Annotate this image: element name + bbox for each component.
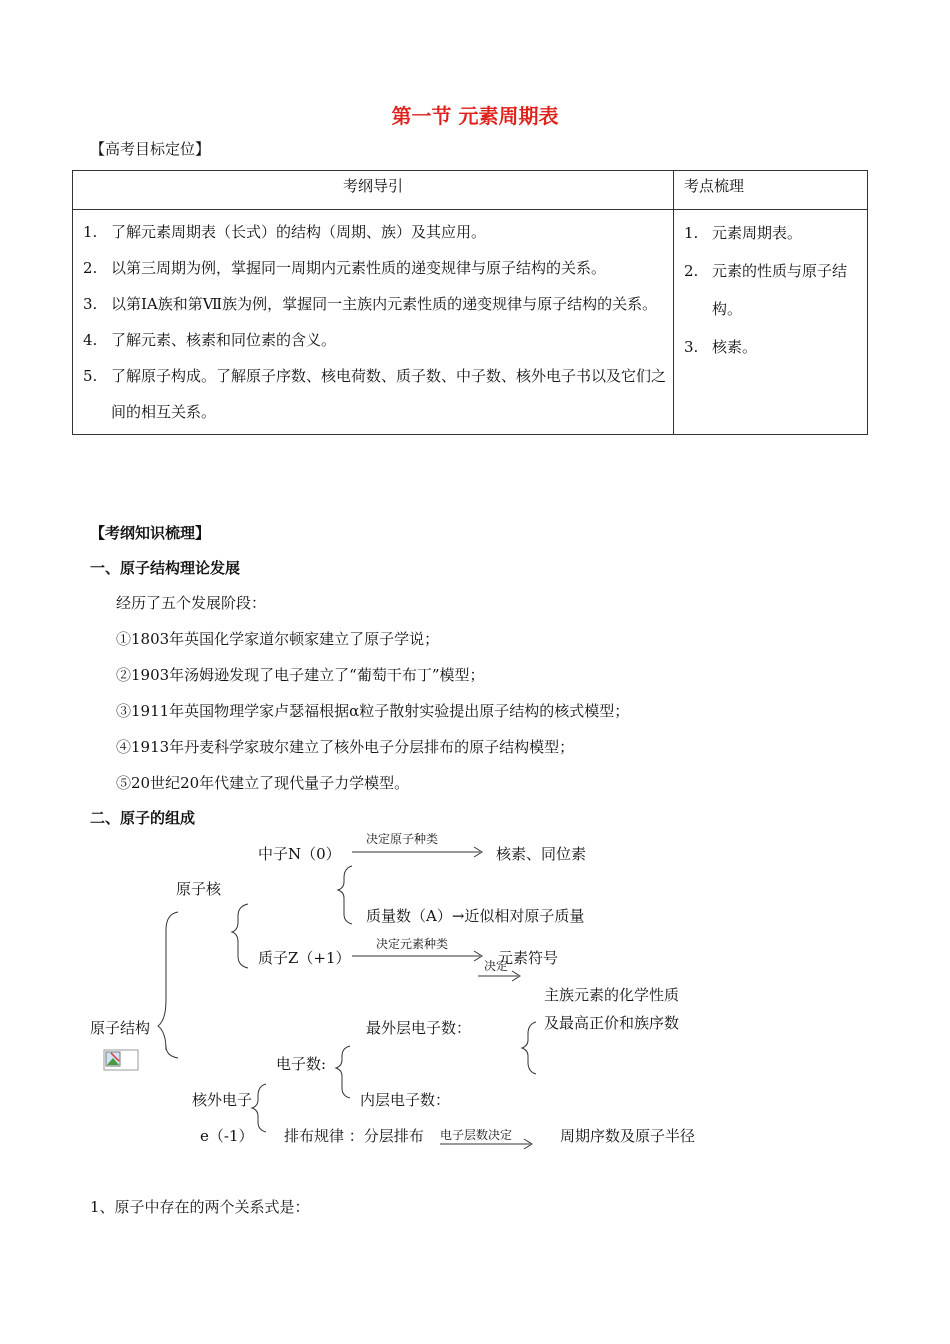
intro-text: 经历了五个发展阶段： bbox=[116, 594, 267, 612]
stage-item: ①1803年英国化学家道尔顿家建立了原子学说； bbox=[116, 630, 440, 648]
stage-item: ⑤20世纪20年代建立了现代量子力学模型。 bbox=[116, 774, 410, 792]
diagram-mass-number: 质量数（A）→近似相对原子质量 bbox=[366, 907, 585, 925]
stage-item: ④1913年丹麦科学家玻尔建立了核外电子分层排布的原子结构模型； bbox=[116, 738, 575, 756]
list-item: 1. 了解元素周期表（长式）的结构（周期、族）及其应用。 bbox=[83, 223, 487, 241]
brace-main-group bbox=[522, 1022, 536, 1074]
diagram-nuclide: 核素、同位素 bbox=[496, 845, 587, 863]
page-title: 第一节 元素周期表 bbox=[391, 104, 559, 128]
list-item: 5. 了解原子构成。了解原子序数、核电荷数、质子数、中子数、核外电子书以及它们之间的相互关系。 bbox=[83, 367, 667, 421]
brace-extranuclear bbox=[252, 1084, 266, 1132]
table-header-left: 考纲导引 bbox=[73, 171, 674, 210]
diagram-extranuclear: 核外电子 bbox=[192, 1091, 253, 1109]
diagram-arrangement: 排布规律 ：分层排布 bbox=[284, 1127, 424, 1145]
brace-electron-count bbox=[336, 1046, 350, 1098]
table-header-right: 考点梳理 bbox=[674, 171, 868, 210]
diagram-inner-electrons: 内层电子数： bbox=[360, 1091, 451, 1109]
brace-atom-structure bbox=[158, 912, 178, 1058]
list-item: 3. 核素。 bbox=[684, 338, 758, 356]
diagram-arrow-small-label: 决定 bbox=[484, 959, 509, 973]
brace-nucleus bbox=[232, 904, 248, 968]
stage-item: ②1903年汤姆逊发现了电子建立了“葡萄干布丁”模型； bbox=[116, 666, 485, 684]
stage-item: ③1911年英国物理学家卢瑟福根据α粒子散射实验提出原子结构的核式模型； bbox=[116, 702, 630, 720]
brace-mass-number bbox=[338, 866, 352, 924]
diagram-arrow-layers-label: 电子层数决定 bbox=[440, 1128, 513, 1142]
diagram-arrow-neutron-label: 决定原子种类 bbox=[366, 832, 439, 846]
diagram-atom-structure: 原子结构 bbox=[90, 1019, 151, 1037]
diagram-nucleus: 原子核 bbox=[176, 880, 222, 898]
diagram-proton: 质子Z（+1） bbox=[258, 949, 351, 967]
diagram-main-group-2: 及最高正价和族序数 bbox=[544, 1014, 680, 1032]
heading-atom-composition: 二、原子的组成 bbox=[90, 809, 196, 827]
section-knowledge-heading: 【考纲知识梳理】 bbox=[90, 524, 211, 542]
section-target-heading: 【高考目标定位】 bbox=[90, 140, 211, 158]
diagram-main-group-1: 主族元素的化学性质 bbox=[544, 986, 680, 1004]
diagram-outer-electrons: 最外层电子数： bbox=[366, 1019, 472, 1037]
list-item: 4. 了解元素、核素和同位素的含义。 bbox=[83, 331, 337, 349]
diagram-electron-count: 电子数: bbox=[276, 1055, 327, 1073]
list-item: 1. 元素周期表。 bbox=[684, 224, 803, 242]
list-item: 2. 以第三周期为例，掌握同一周期内元素性质的递变规律与原子结构的关系。 bbox=[83, 259, 607, 277]
list-item: 3. 以第ⅠA族和第Ⅶ族为例，掌握同一主族内元素性质的递变规律与原子结构的关系。 bbox=[83, 295, 658, 313]
diagram-element-symbol: 元素符号 bbox=[498, 949, 559, 967]
relation-text: 1、原子中存在的两个关系式是： bbox=[90, 1198, 310, 1216]
list-item: 2. 元素的性质与原子结构。 bbox=[684, 262, 848, 318]
diagram-arrow-proton-label: 决定元素种类 bbox=[376, 937, 449, 951]
diagram-period-radius: 周期序数及原子半径 bbox=[560, 1127, 696, 1145]
diagram-neutron: 中子N（0） bbox=[258, 845, 341, 863]
diagram-electron-charge: e（-1） bbox=[200, 1127, 254, 1145]
heading-atomic-theory: 一、原子结构理论发展 bbox=[90, 559, 241, 577]
